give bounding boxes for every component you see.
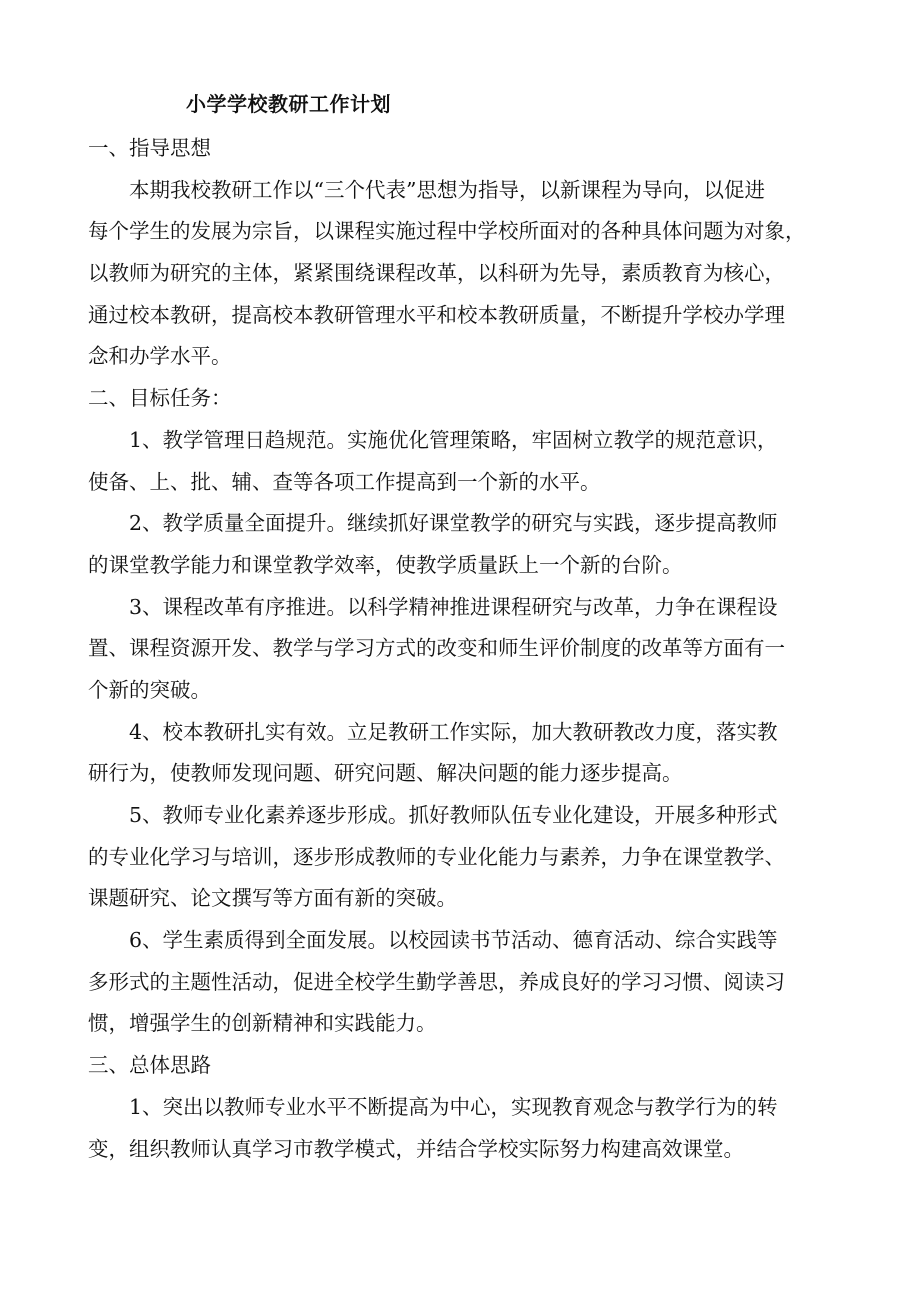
paragraph-line: 6、学生素质得到全面发展。以校园读书节活动、德育活动、综合实践等 (129, 928, 778, 953)
paragraph-line: 4、校本教研扎实有效。立足教研工作实际，加大教研教改力度，落实教 (129, 719, 778, 744)
paragraph-line: 1、突出以教师专业水平不断提高为中心，实现教育观念与教学行为的转 (129, 1094, 778, 1119)
paragraph-line: 变，组织教师认真学习市教学模式，并结合学校实际努力构建高效课堂。 (88, 1136, 744, 1161)
section-heading-goals: 二、目标任务： (88, 386, 232, 411)
paragraph-line: 以教师为研究的主体，紧紧围绕课程改革，以科研为先导，素质教育为核心， (88, 261, 785, 286)
paragraph-line: 研行为，使教师发现问题、研究问题、解决问题的能力逐步提高。 (88, 761, 683, 786)
paragraph-line: 使备、上、批、辅、查等各项工作提高到一个新的水平。 (88, 469, 601, 494)
paragraph-line: 本期我校教研工作以“三个代表”思想为指导，以新课程为导向，以促进 (129, 177, 765, 202)
section-heading-overall-approach: 三、总体思路 (88, 1053, 211, 1078)
section-heading-guiding-ideology: 一、指导思想 (88, 136, 211, 160)
paragraph-line: 的专业化学习与培训，逐步形成教师的专业化能力与素养，力争在课堂教学、 (88, 844, 785, 869)
paragraph-line: 5、教师专业化素养逐步形成。抓好教师队伍专业化建设，开展多种形式 (129, 803, 778, 827)
paragraph-line: 个新的突破。 (88, 677, 211, 702)
paragraph-line: 念和办学水平。 (88, 344, 232, 369)
paragraph-line: 2、教学质量全面提升。继续抓好课堂教学的研究与实践，逐步提高教师 (129, 511, 778, 536)
paragraph-line: 课题研究、论文撰写等方面有新的突破。 (88, 886, 457, 911)
document-body (88, 128, 832, 1170)
paragraph-line: 每个学生的发展为宗旨，以课程实施过程中学校所面对的各种具体问题为对象， (88, 219, 806, 244)
paragraph-line: 3、课程改革有序推进。以科学精神推进课程研究与改革，力争在课程设 (129, 594, 778, 619)
paragraph-line: 1、教学管理日趋规范。实施优化管理策略，牢固树立教学的规范意识， (129, 427, 778, 452)
paragraph-line: 的课堂教学能力和课堂教学效率，使教学质量跃上一个新的台阶。 (88, 552, 683, 577)
paragraph-line: 多形式的主题性活动，促进全校学生勤学善思，养成良好的学习习惯、阅读习 (88, 969, 785, 994)
paragraph-line: 通过校本教研，提高校本教研管理水平和校本教研质量，不断提升学校办学理 (88, 302, 785, 327)
paragraph-line: 惯，增强学生的创新精神和实践能力。 (88, 1011, 437, 1036)
document-title: 小学学校教研工作计划 (186, 92, 391, 116)
paragraph-line: 置、课程资源开发、教学与学习方式的改变和师生评价制度的改革等方面有一 (88, 636, 785, 661)
